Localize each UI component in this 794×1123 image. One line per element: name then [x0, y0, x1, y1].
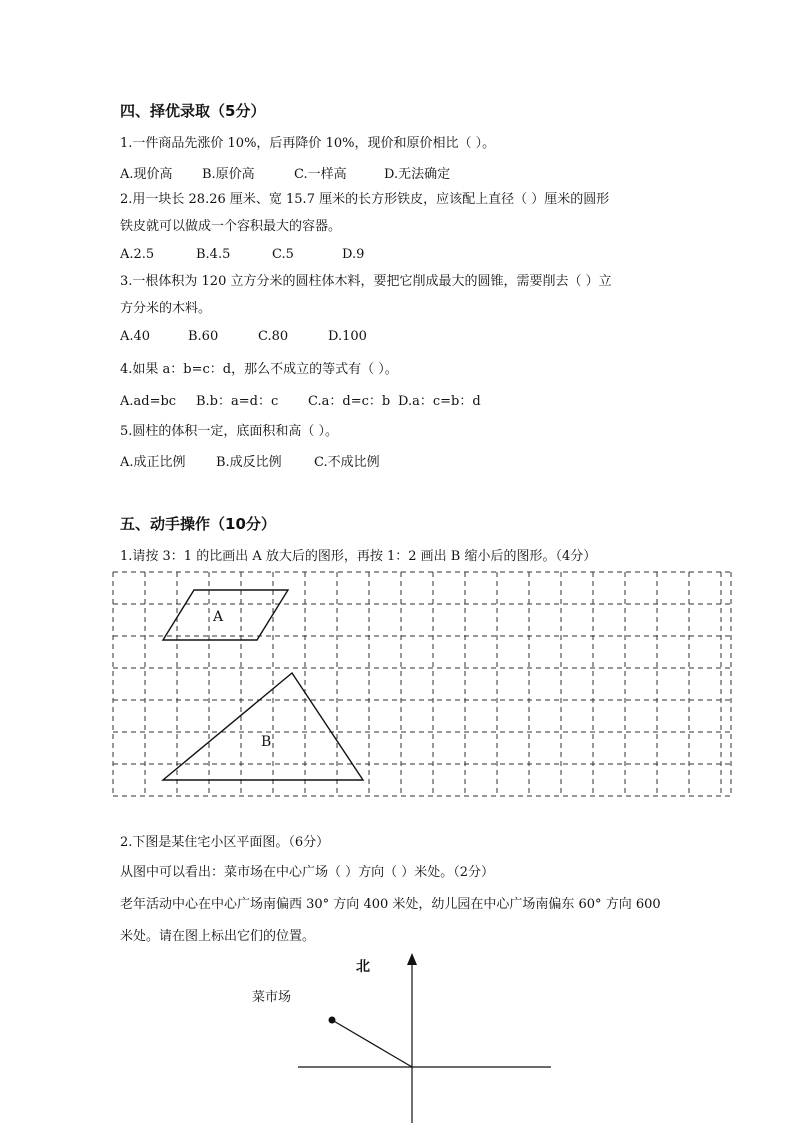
q3-option-c: C.80	[258, 329, 289, 344]
q3-option-a: A.40	[120, 329, 151, 344]
question-5-stem: 5.圆柱的体积一定，底面积和高（ ）。	[120, 424, 339, 439]
compass-axes	[298, 962, 551, 1123]
q2-option-d: D.9	[342, 247, 365, 262]
section-4-heading: 四、择优录取（5分）	[120, 102, 266, 120]
q5-option-b: B.成反比例	[216, 455, 282, 470]
q4-option-d: D.a：c=b：d	[398, 394, 481, 409]
shape-label-a: A	[213, 609, 224, 625]
market-point	[329, 1017, 336, 1024]
question-2-stem-line1: 2.用一块长 28.26 厘米、宽 15.7 厘米的长方形铁皮，应该配上直径（ ）厘米的圆形	[120, 192, 610, 207]
operation-q2-line2: 老年活动中心在中心广场南偏西 30° 方向 400 米处，幼儿园在中心广场南偏东 60° 方向 600	[120, 897, 661, 912]
q1-option-a: A.现价高	[120, 167, 173, 182]
q4-option-b: B.b：a=d：c	[196, 394, 279, 409]
q4-option-c: C.a：d=c：b	[308, 394, 391, 409]
parallelogram-a	[163, 590, 288, 640]
question-4-stem: 4.如果 a：b=c：d，那么不成立的等式有（ ）。	[120, 362, 398, 377]
question-3-stem-line1: 3.一根体积为 120 立方分米的圆柱体木料，要把它削成最大的圆锥，需要削去（ ）立	[120, 274, 612, 289]
operation-q2-line1: 从图中可以看出：菜市场在中心广场（ ）方向（ ）米处。（2分）	[120, 865, 495, 880]
north-arrow-icon	[407, 953, 417, 965]
market-label: 菜市场	[252, 990, 292, 1005]
q1-option-d: D.无法确定	[384, 167, 451, 182]
question-2-stem-line2: 铁皮就可以做成一个容积最大的容器。	[120, 219, 342, 234]
q2-option-c: C.5	[272, 247, 294, 262]
q3-option-b: B.60	[188, 329, 219, 344]
q2-option-b: B.4.5	[196, 247, 231, 262]
q1-option-c: C.一样高	[294, 167, 347, 182]
q3-option-d: D.100	[328, 329, 367, 344]
operation-q2-line3: 米处。请在图上标出它们的位置。	[120, 929, 316, 944]
q2-option-a: A.2.5	[120, 247, 155, 262]
q5-option-c: C.不成比例	[314, 455, 380, 470]
question-1-stem: 1.一件商品先涨价 10%，后再降价 10%，现价和原价相比（ ）。	[120, 136, 496, 151]
dashed-grid	[113, 572, 731, 796]
shape-label-b: B	[261, 734, 272, 750]
operation-q2-stem: 2.下图是某住宅小区平面图。（6分）	[120, 835, 330, 850]
q1-option-b: B.原价高	[202, 167, 255, 182]
north-label: 北	[356, 959, 370, 975]
question-3-stem-line2: 方分米的木料。	[120, 301, 212, 316]
operation-q1-stem: 1.请按 3：1 的比画出 A 放大后的图形，再按 1：2 画出 B 缩小后的图形。（4分）	[120, 549, 597, 564]
q5-option-a: A.成正比例	[120, 455, 186, 470]
section-5-heading: 五、动手操作（10分）	[120, 515, 276, 533]
q4-option-a: A.ad=bc	[120, 394, 177, 409]
